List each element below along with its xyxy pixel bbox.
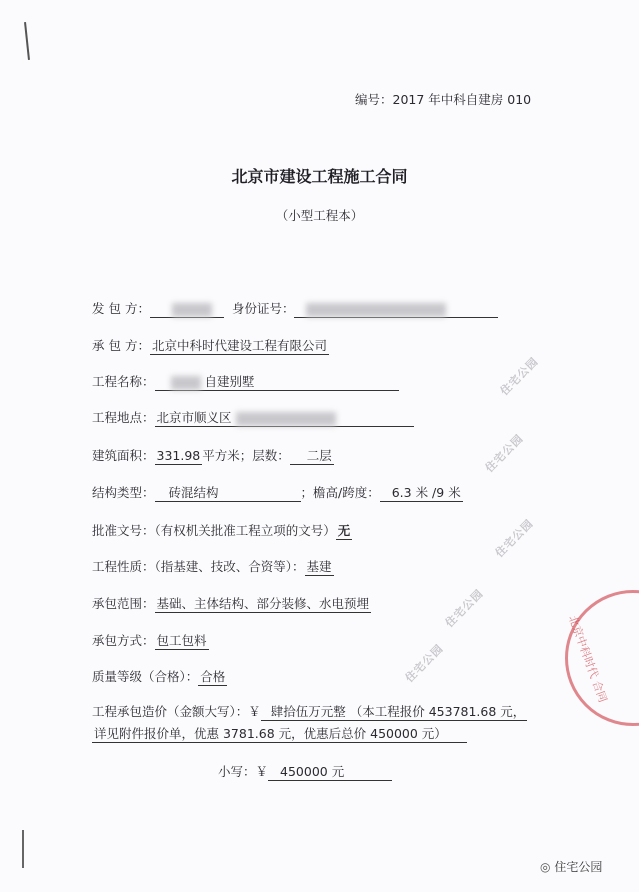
- scope-row: 承包范围： 基础、主体结构、部分装修、水电预埋: [92, 596, 370, 611]
- watermark: 住宅公园: [482, 431, 526, 475]
- watermark: 住宅公园: [442, 586, 486, 630]
- area-row: 建筑面积： 331.98 平方米；层数： 二层: [92, 448, 332, 463]
- nature-row: 工程性质：（指基建、技改、合资等）： 基建: [92, 559, 332, 574]
- staple-mark: [24, 22, 30, 60]
- document-number: 编号：2017 年中科自建房 010: [355, 92, 532, 107]
- subtitle: （小型工程本）: [275, 208, 364, 223]
- method-row: 承包方式： 包工包料: [92, 633, 207, 648]
- approval-row: 批准文号：（有权机关批准工程立项的文号） 无: [92, 523, 351, 538]
- wechat-icon: ◎: [540, 860, 551, 874]
- issuer-row: 发 包 方： 身份证号：: [92, 301, 498, 318]
- watermark: 住宅公园: [492, 516, 536, 560]
- price-row-continued: 详见附件报价单，优惠 3781.68 元，优惠后总价 450000 元）: [92, 726, 467, 743]
- stamp-text: 北京中科时代 合同: [565, 613, 610, 705]
- contractor-row: 承 包 方： 北京中科时代建设工程有限公司: [92, 338, 327, 353]
- watermark: 住宅公园: [402, 641, 446, 685]
- structure-row: 结构类型： 砖混结构 ；檐高/跨度： 6.3 米 /9 米: [92, 485, 461, 500]
- page-title: 北京市建设工程施工合同: [231, 167, 408, 186]
- footer-brand: ◎ 住宅公园: [540, 860, 603, 874]
- quality-row: 质量等级（合格）： 合格: [92, 669, 226, 684]
- staple-mark: [22, 830, 24, 868]
- price-small-row: 小写：￥ 450000 元: [218, 764, 392, 781]
- project-name-row: 工程名称： 自建别墅: [92, 374, 399, 391]
- price-row: 工程承包造价（金额大写）：￥ 肆拾伍万元整 （本工程报价 453781.68 元，: [92, 704, 526, 719]
- watermark: 住宅公园: [497, 354, 541, 398]
- company-stamp: [565, 590, 639, 726]
- location-row: 工程地点： 北京市顺义区: [92, 410, 414, 427]
